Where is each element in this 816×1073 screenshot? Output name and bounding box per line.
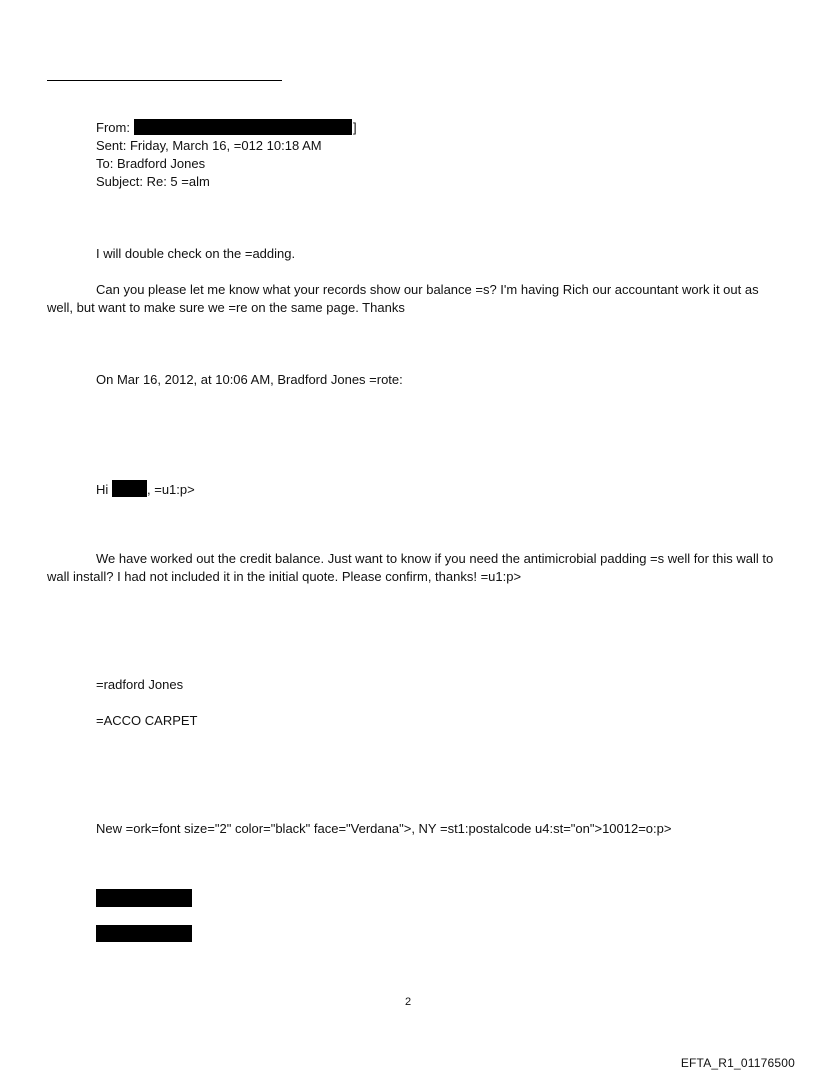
- redacted-contact-2: [96, 925, 192, 942]
- body-paragraph-credit-balance: We have worked out the credit balance. Just want to know if you need the antimicrobial padding =s well for this wall to wall install? I had not included it in the initial quote. Please confirm, thanks! =u1:p>: [47, 551, 774, 584]
- bates-number: EFTA_R1_01176500: [680, 1056, 795, 1070]
- greeting-prefix: Hi: [96, 482, 109, 497]
- from-label: From:: [96, 120, 130, 135]
- signature-name: =radford Jones: [96, 677, 184, 692]
- redacted-recipient-name: [112, 480, 147, 497]
- subject-line: Subject: Re: 5 =alm: [96, 174, 210, 189]
- to-line: To: Bradford Jones: [96, 156, 206, 171]
- page-number: 2: [404, 996, 412, 1008]
- greeting-suffix: , =u1:p>: [147, 482, 195, 497]
- quote-intro: On Mar 16, 2012, at 10:06 AM, Bradford Jones =rote:: [96, 372, 403, 387]
- signature-address: New =ork=font size="2" color="black" face="Verdana">, NY =st1:postalcode u4:st="on">10012=o:p>: [96, 821, 672, 836]
- header-divider: [47, 80, 282, 81]
- redacted-sender: [134, 119, 352, 135]
- body-paragraph-balance: Can you please let me know what your records show our balance =s? I'm having Rich our accountant work it out as well, but want to make sure we =re on the same page. Thanks: [47, 282, 759, 315]
- from-bracket: ]: [353, 120, 357, 135]
- signature-company: =ACCO CARPET: [96, 713, 198, 728]
- body-line-adding: I will double check on the =adding.: [96, 246, 296, 261]
- sent-line: Sent: Friday, March 16, =012 10:18 AM: [96, 138, 322, 153]
- from-line: [96, 119, 130, 137]
- redacted-contact-1: [96, 889, 192, 907]
